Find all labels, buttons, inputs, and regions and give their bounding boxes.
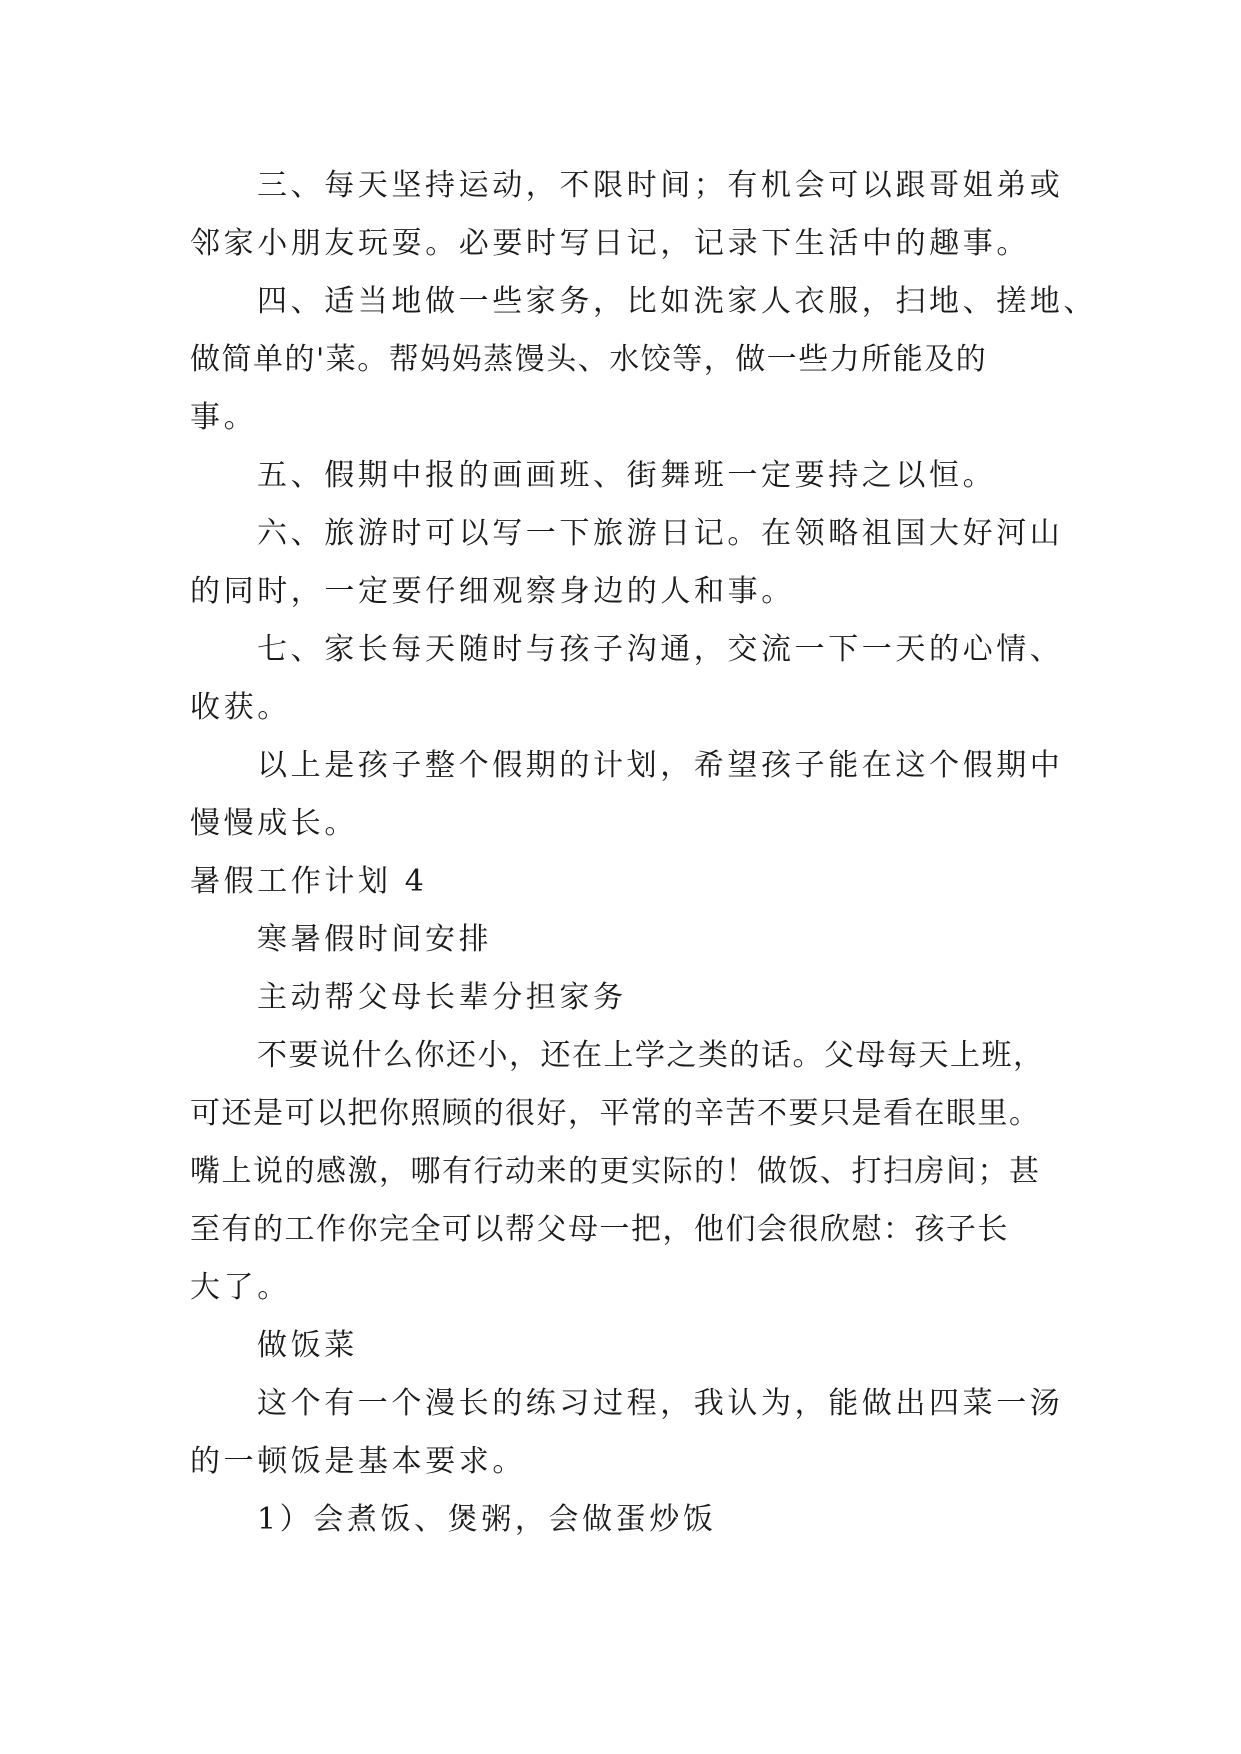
body-text-line: 可还是可以把你照顾的很好，平常的辛苦不要只是看在眼里。 — [190, 1096, 1041, 1131]
list-item: 1）会煮饭、煲粥，会做蛋炒饭 — [257, 1502, 717, 1537]
body-text-line: 的同时，一定要仔细观察身边的人和事。 — [190, 574, 795, 609]
body-text-line: 六、旅游时可以写一下旅游日记。在领略祖国大好河山 — [257, 516, 1064, 551]
body-text-line: 邻家小朋友玩耍。必要时写日记，记录下生活中的趣事。 — [190, 226, 1030, 261]
body-text-line: 这个有一个漫长的练习过程，我认为，能做出四菜一汤 — [257, 1386, 1064, 1421]
subheading: 寒暑假时间安排 — [257, 922, 493, 957]
body-text-line: 五、假期中报的画画班、街舞班一定要持之以恒。 — [257, 458, 997, 493]
section-heading: 暑假工作计划 4 — [190, 864, 428, 899]
body-text-line: 四、适当地做一些家务，比如洗家人衣服，扫地、搓地、 — [257, 284, 1097, 319]
body-text-line: 做简单的'菜。帮妈妈蒸馒头、水饺等，做一些力所能及的 — [190, 342, 988, 377]
body-text-line: 七、家长每天随时与孩子沟通，交流一下一天的心情、 — [257, 632, 1064, 667]
body-text-line: 大了。 — [190, 1270, 291, 1305]
body-text-line: 事。 — [190, 400, 258, 435]
body-text-line: 慢慢成长。 — [190, 806, 358, 841]
body-text-line: 的一顿饭是基本要求。 — [190, 1444, 526, 1479]
subheading: 做饭菜 — [257, 1328, 358, 1363]
body-text-line: 收获。 — [190, 690, 291, 725]
body-text-line: 嘴上说的感激，哪有行动来的更实际的！做饭、打扫房间；甚 — [190, 1154, 1041, 1189]
body-text-line: 三、每天坚持运动，不限时间；有机会可以跟哥姐弟或 — [257, 168, 1064, 203]
body-text-line: 至有的工作你完全可以帮父母一把，他们会很欣慰：孩子长 — [190, 1212, 1009, 1247]
body-text-line: 不要说什么你还小，还在上学之类的话。父母每天上班， — [257, 1038, 1045, 1073]
body-text-line: 以上是孩子整个假期的计划，希望孩子能在这个假期中 — [257, 748, 1064, 783]
subheading: 主动帮父母长辈分担家务 — [257, 980, 627, 1015]
